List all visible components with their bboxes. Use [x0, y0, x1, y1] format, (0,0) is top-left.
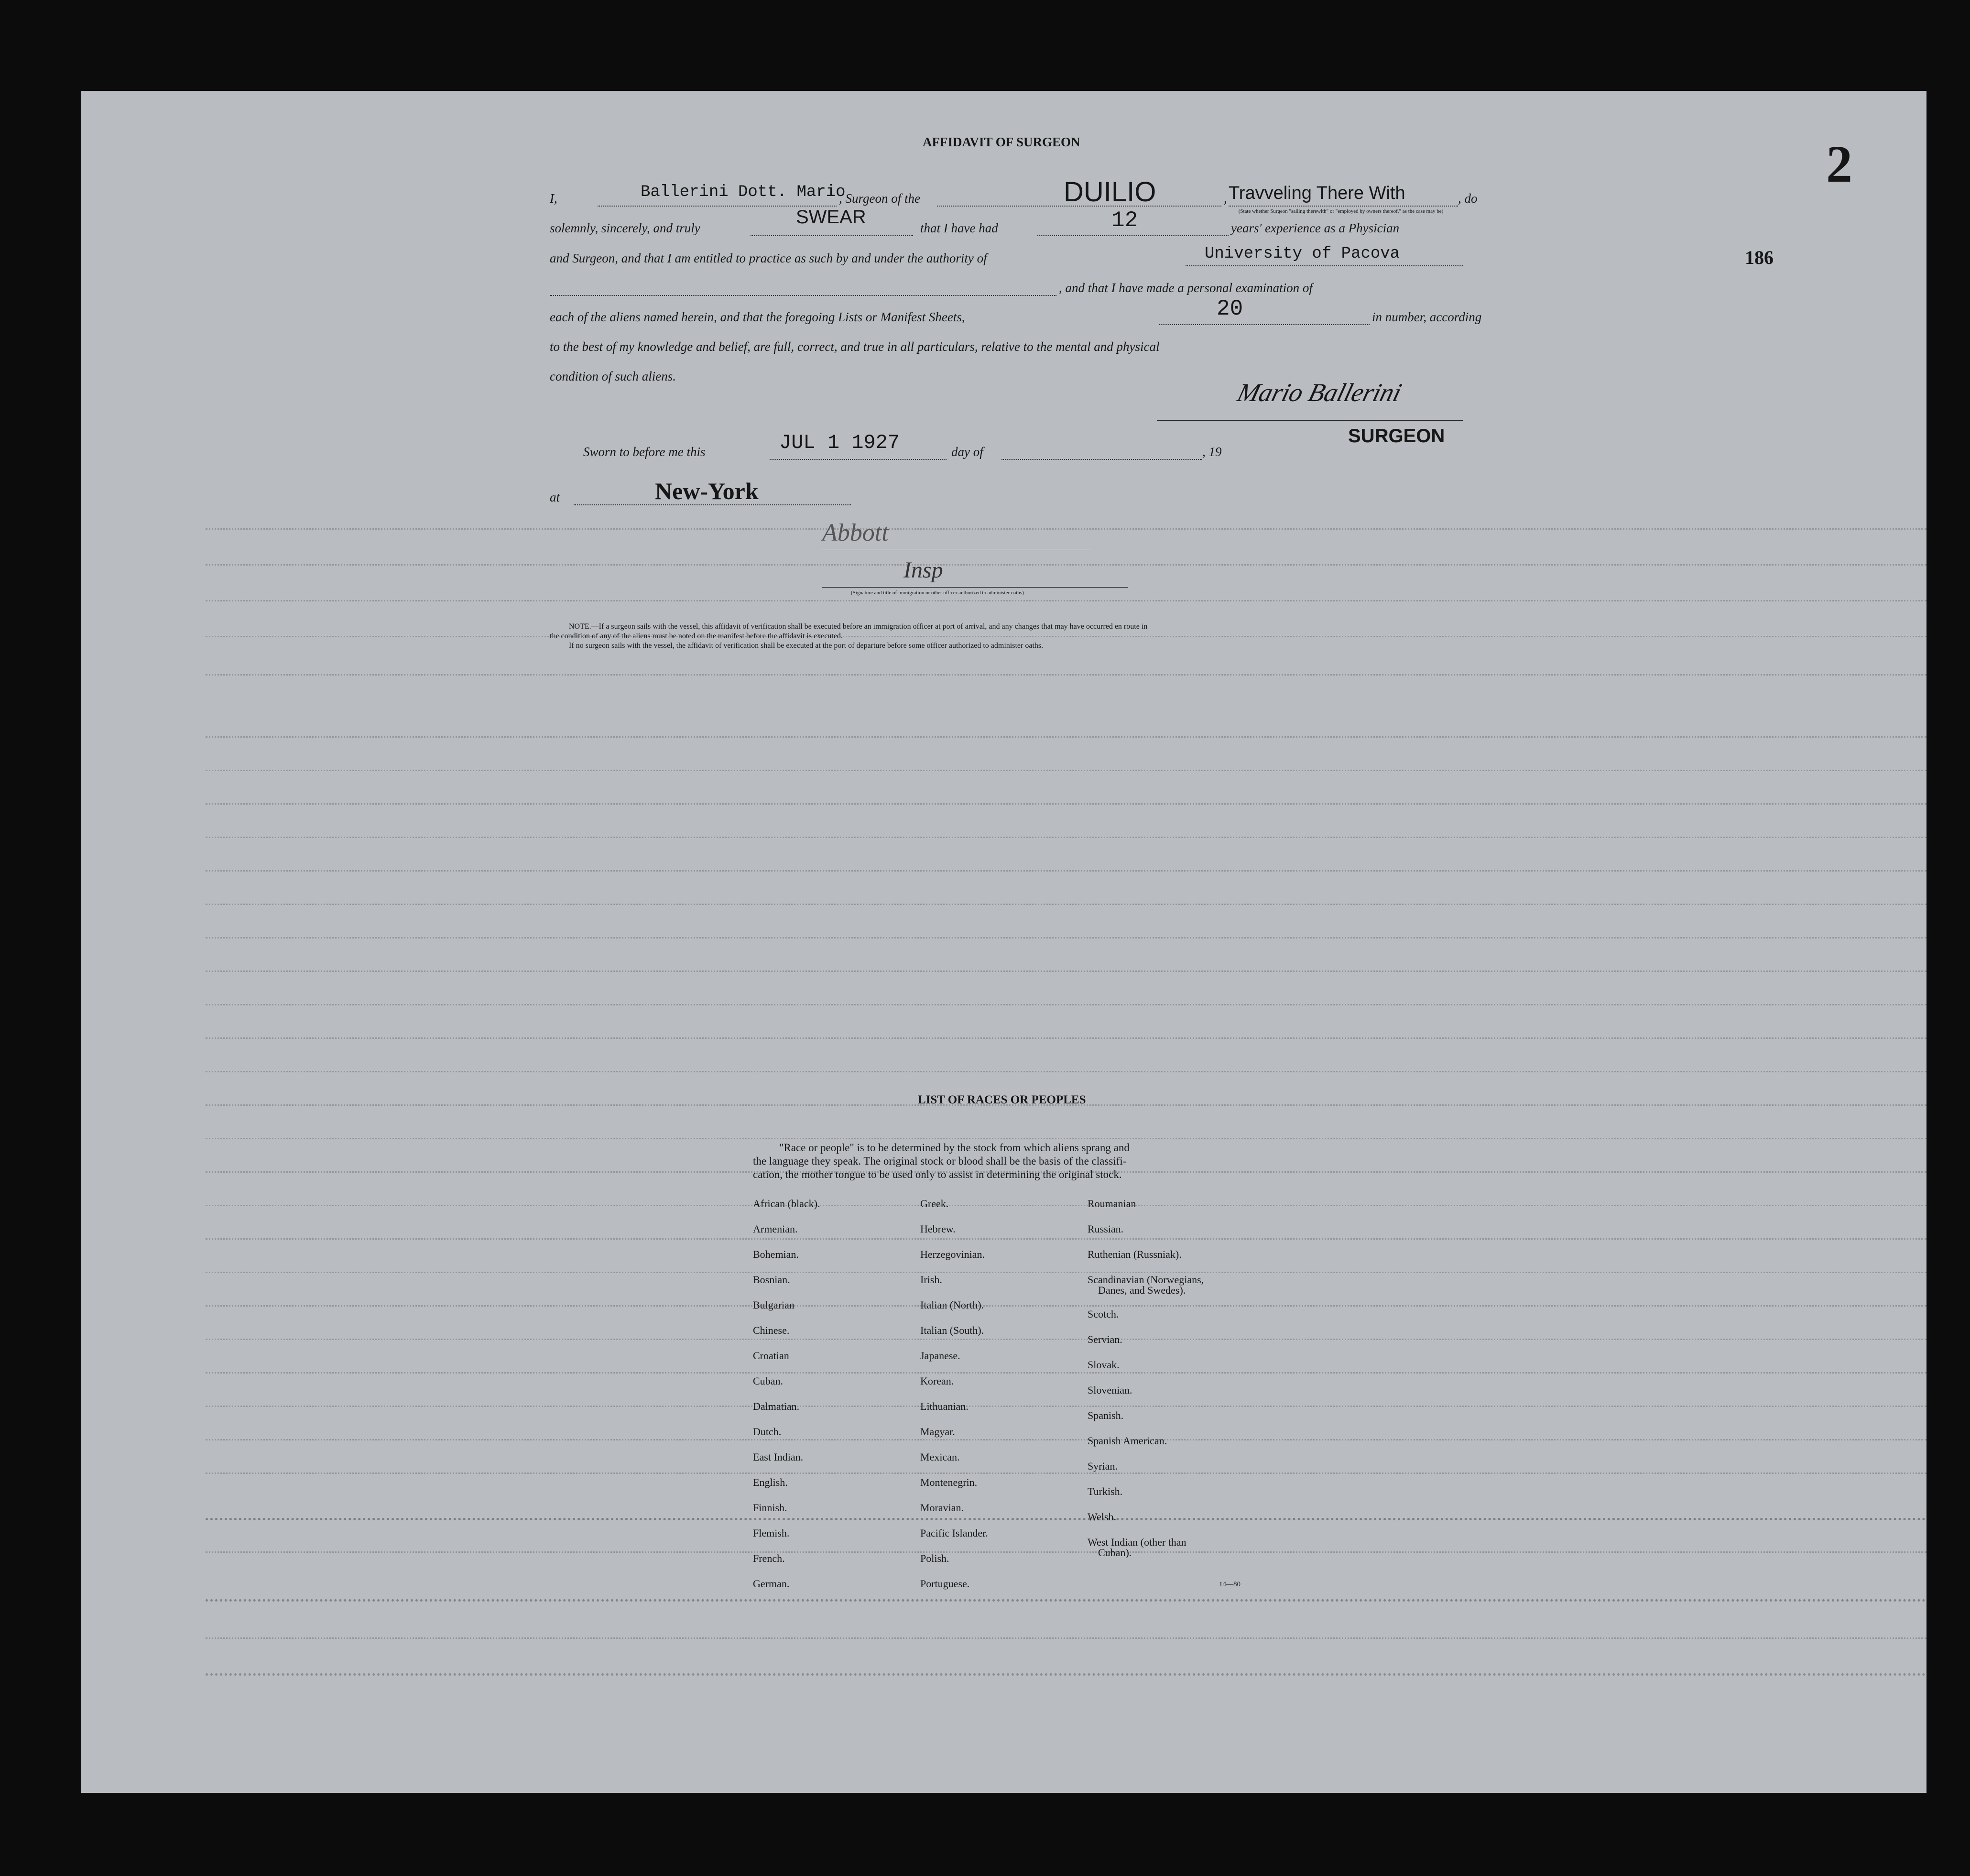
- race-entry: Scotch.: [1088, 1308, 1119, 1320]
- faint-row: [206, 1372, 1926, 1378]
- race-entry: Ruthenian (Russniak).: [1088, 1248, 1182, 1260]
- race-entry: Bulgarian: [753, 1299, 795, 1311]
- race-entry: Scandinavian (Norwegians, Danes, and Swedes).: [1088, 1274, 1204, 1296]
- race-entry: Hebrew.: [920, 1223, 956, 1235]
- note-line-1: NOTE.—If a surgeon sails with the vessel, this affidavit of verification shall be executed before an immigration officer at port of arrival, and any changes that may have occurred en route in: [569, 622, 1148, 631]
- sheet-number: 186: [1745, 247, 1774, 268]
- sworn-date-stamp: JUL 1 1927: [779, 431, 900, 454]
- sworn-day-of: day of: [951, 445, 983, 459]
- race-entry: Turkish.: [1088, 1485, 1123, 1497]
- faint-row: [206, 1439, 1926, 1445]
- race-entry: Mexican.: [920, 1451, 960, 1463]
- place-value: New-York: [655, 478, 759, 504]
- blank-fill-line: [550, 295, 1056, 296]
- race-entry: Syrian.: [1088, 1460, 1118, 1472]
- race-entry: Herzegovinian.: [920, 1248, 985, 1260]
- officer-initials: Insp: [903, 557, 943, 583]
- faint-row: [206, 971, 1926, 977]
- surgeon-name: Ballerini Dott. Mario: [641, 183, 846, 201]
- status-fill-line: [1229, 206, 1458, 207]
- race-entry: Lithuanian.: [920, 1400, 969, 1412]
- races-intro-1: "Race or people" is to be determined by the stock from which aliens sprang and: [779, 1142, 1130, 1154]
- line7: condition of such aliens.: [550, 369, 676, 383]
- faint-row: [206, 770, 1926, 776]
- race-entry: Polish.: [920, 1552, 949, 1564]
- race-entry: Greek.: [920, 1198, 949, 1210]
- sworn-year: , 19: [1202, 445, 1222, 459]
- line1-prefix: I,: [550, 191, 557, 206]
- surgeon-label: SURGEON: [1348, 425, 1445, 447]
- race-entry: West Indian (other than Cuban).: [1088, 1536, 1186, 1559]
- faint-row: [206, 1205, 1926, 1211]
- race-entry: Slovak.: [1088, 1359, 1120, 1371]
- line1-end: , do: [1458, 191, 1478, 206]
- note-line-2: the condition of any of the aliens must be noted on the manifest before the affidavit is executed.: [550, 632, 843, 640]
- race-entry: Irish.: [920, 1274, 942, 1286]
- race-entry: Flemish.: [753, 1527, 790, 1539]
- signature-line: [1157, 420, 1463, 421]
- race-entry: Chinese.: [753, 1324, 790, 1336]
- line5-end: in number, according: [1372, 310, 1482, 324]
- faint-row: [206, 1071, 1926, 1077]
- years-fill-line: [1037, 235, 1229, 236]
- faint-row: [206, 636, 1926, 642]
- line2-mid: that I have had: [920, 221, 998, 235]
- at-label: at: [550, 490, 560, 504]
- faint-row: [206, 837, 1926, 843]
- ship-name-stamp: DUILIO: [1064, 176, 1156, 207]
- officer-signature: Abbott: [822, 519, 889, 546]
- race-entry: English.: [753, 1476, 788, 1488]
- race-entry: French.: [753, 1552, 785, 1564]
- faint-row: [206, 674, 1926, 680]
- race-entry: Finnish.: [753, 1502, 787, 1514]
- race-entry: German.: [753, 1578, 790, 1590]
- officer-caption: (Signature and title of immigration or other officer authorized to administer oaths): [851, 590, 1024, 596]
- form-code: 14—80: [1219, 1581, 1241, 1588]
- line3-prefix: and Surgeon, and that I am entitled to practice as such by and under the authority of: [550, 251, 987, 265]
- faint-row: [206, 1518, 1926, 1525]
- travel-status: Travveling There With: [1229, 183, 1405, 203]
- races-title: LIST OF RACES OR PEOPLES: [918, 1093, 1086, 1106]
- authority-value: University of Pacova: [1205, 245, 1400, 263]
- faint-row: [206, 937, 1926, 943]
- faint-row: [206, 564, 1926, 570]
- race-entry: Russian.: [1088, 1223, 1124, 1235]
- faint-row: [206, 1238, 1926, 1244]
- race-entry: Portuguese.: [920, 1578, 970, 1590]
- line1-comma: ,: [1224, 191, 1227, 206]
- faint-row: [206, 1637, 1926, 1644]
- race-entry: Italian (North).: [920, 1299, 984, 1311]
- race-entry: Dutch.: [753, 1426, 782, 1438]
- page-number: 2: [1826, 135, 1852, 193]
- race-entry: Slovenian.: [1088, 1384, 1132, 1396]
- races-intro-2: the language they speak. The original stock or blood shall be the basis of the classifi-: [753, 1155, 1127, 1167]
- note-line-3: If no surgeon sails with the vessel, the affidavit of verification shall be executed at the port of departure before some officer authorized to administer oaths.: [569, 642, 1044, 650]
- faint-row: [206, 528, 1926, 534]
- line2-end: years' experience as a Physician: [1231, 221, 1400, 235]
- document-sheet: [81, 91, 1926, 1793]
- faint-row: [206, 803, 1926, 809]
- oath-stamp: SWEAR: [796, 207, 866, 228]
- status-caption: (State whether Surgeon "sailing therewith" or "employed by owners thereof," as the case may be): [1238, 208, 1444, 214]
- race-entry: Montenegrin.: [920, 1476, 978, 1488]
- month-fill-line: [1001, 459, 1202, 460]
- race-entry: Japanese.: [920, 1350, 960, 1362]
- faint-row: [206, 1551, 1926, 1558]
- line4-end: , and that I have made a personal examination of: [1059, 281, 1313, 295]
- race-entry: Armenian.: [753, 1223, 798, 1235]
- faint-row: [206, 1339, 1926, 1345]
- faint-row: [206, 1406, 1926, 1412]
- race-entry: Italian (South).: [920, 1324, 984, 1336]
- faint-row: [206, 1305, 1926, 1311]
- sworn-prefix: Sworn to before me this: [583, 445, 706, 459]
- faint-row: [206, 736, 1926, 742]
- faint-row: [206, 1599, 1926, 1606]
- race-entry: Roumanian: [1088, 1198, 1136, 1210]
- surgeon-signature: Mario Ballerini: [1234, 378, 1405, 407]
- race-entry: Magyar.: [920, 1426, 955, 1438]
- race-entry: Welsh.: [1088, 1511, 1116, 1523]
- race-entry: Moravian.: [920, 1502, 964, 1514]
- line5-prefix: each of the aliens named herein, and that the foregoing Lists or Manifest Sheets,: [550, 310, 965, 324]
- years-value: 12: [1111, 208, 1138, 233]
- faint-row: [206, 1004, 1926, 1010]
- faint-row: [206, 1272, 1926, 1278]
- race-entry: Bohemian.: [753, 1248, 799, 1260]
- race-entry: African (black).: [753, 1198, 820, 1210]
- line6: to the best of my knowledge and belief, are full, correct, and true in all particulars, relative to the mental and physical: [550, 339, 1160, 354]
- faint-row: [206, 1673, 1926, 1680]
- date-fill-line: [770, 459, 947, 460]
- affidavit-title: AFFIDAVIT OF SURGEON: [923, 135, 1080, 149]
- race-entry: Spanish.: [1088, 1409, 1124, 1421]
- oath-fill-line: [751, 235, 913, 236]
- race-entry: Dalmatian.: [753, 1400, 800, 1412]
- faint-row: [206, 600, 1926, 606]
- faint-row: [206, 870, 1926, 876]
- race-entry: Pacific Islander.: [920, 1527, 988, 1539]
- races-intro-3: cation, the mother tongue to be used only to assist in determining the original stock.: [753, 1168, 1122, 1180]
- officer-line-2: [822, 587, 1128, 588]
- faint-row: [206, 904, 1926, 910]
- faint-row: [206, 1472, 1926, 1479]
- race-entry: Korean.: [920, 1375, 954, 1387]
- race-entry: East Indian.: [753, 1451, 804, 1463]
- race-entry: Cuban.: [753, 1375, 783, 1387]
- race-entry: Bosnian.: [753, 1274, 790, 1286]
- race-entry: Croatian: [753, 1350, 789, 1362]
- line1-mid: , Surgeon of the: [839, 191, 920, 206]
- race-entry: Servian.: [1088, 1333, 1122, 1345]
- sheets-fill-line: [1159, 324, 1370, 325]
- faint-row: [206, 1037, 1926, 1044]
- sheet-count: 20: [1217, 296, 1243, 321]
- line2-prefix: solemnly, sincerely, and truly: [550, 221, 700, 235]
- race-entry: Spanish American.: [1088, 1435, 1167, 1447]
- authority-fill-line: [1186, 265, 1463, 266]
